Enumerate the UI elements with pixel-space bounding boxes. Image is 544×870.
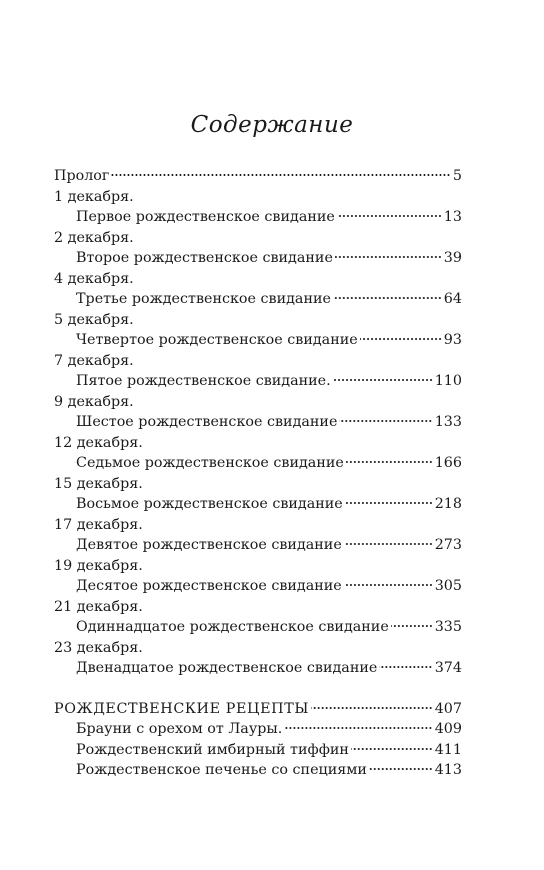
- toc-entry[interactable]: [54, 453, 462, 474]
- toc-page-number: 374: [434, 660, 462, 676]
- dot-leader: [284, 726, 432, 730]
- toc-entry[interactable]: [54, 371, 462, 392]
- toc-entry-label: Пятое рождественское свидание.: [76, 373, 331, 389]
- toc-entry-label: 9 декабря.: [54, 393, 134, 410]
- toc-entry-label: 21 декабря.: [54, 598, 143, 615]
- dot-leader: [351, 747, 433, 751]
- toc-section-recipes[interactable]: [54, 699, 462, 720]
- toc-entry-label: Девятое рождественское свидание: [76, 537, 342, 553]
- dot-leader: [333, 378, 433, 382]
- toc-entry-label: 2 декабря.: [54, 229, 134, 246]
- toc-page-number: 166: [434, 455, 462, 471]
- dot-leader: [344, 542, 433, 546]
- dot-leader: [333, 296, 442, 300]
- toc-entry-label: 19 декабря.: [54, 557, 143, 574]
- dot-leader: [346, 460, 433, 464]
- table-of-contents: [54, 166, 462, 781]
- toc-entry[interactable]: [54, 535, 462, 556]
- toc-date-heading: [54, 515, 462, 536]
- toc-entry-label: Шестое рождественское свидание: [76, 414, 338, 430]
- dot-leader: [369, 767, 433, 771]
- toc-entry[interactable]: [54, 760, 462, 781]
- dot-leader: [344, 583, 433, 587]
- toc-entry[interactable]: [54, 412, 462, 433]
- toc-entry-label: 15 декабря.: [54, 475, 143, 492]
- toc-date-heading: [54, 474, 462, 495]
- toc-entry-label: Седьмое рождественское свидание: [76, 455, 344, 471]
- toc-page-number: 273: [434, 537, 462, 553]
- dot-leader: [339, 419, 432, 423]
- toc-entry[interactable]: [54, 719, 462, 740]
- toc-date-heading: [54, 351, 462, 372]
- dot-leader: [379, 665, 432, 669]
- toc-entry[interactable]: [54, 740, 462, 761]
- toc-page-number: 335: [434, 619, 462, 635]
- dot-leader: [391, 624, 433, 628]
- toc-entry[interactable]: [54, 330, 462, 351]
- dot-leader: [360, 337, 442, 341]
- toc-page-number: 133: [434, 414, 462, 430]
- toc-entry-label: 17 декабря.: [54, 516, 143, 533]
- toc-page-number: 64: [443, 291, 462, 307]
- toc-entry-label: 7 декабря.: [54, 352, 134, 369]
- toc-entry-label: 12 декабря.: [54, 434, 143, 451]
- toc-entry[interactable]: [54, 494, 462, 515]
- toc-entry-label: Двенадцатое рождественское свидание: [76, 660, 378, 676]
- toc-page-number: 305: [434, 578, 462, 594]
- toc-entry-label: Третье рождественское свидание: [76, 291, 331, 307]
- toc-date-heading: [54, 392, 462, 413]
- toc-entry-label: Четвертое рождественское свидание: [76, 332, 358, 348]
- dot-leader: [311, 706, 433, 710]
- toc-date-heading: [54, 556, 462, 577]
- dot-leader: [337, 214, 442, 218]
- toc-title: Содержание: [190, 112, 354, 138]
- toc-entry-label: 23 декабря.: [54, 639, 143, 656]
- toc-entry-label: Пролог: [54, 168, 110, 184]
- toc-entry-label: Рождественский имбирный тиффин: [76, 741, 349, 758]
- toc-entries: [54, 166, 462, 679]
- toc-entry-label: Брауни с орехом от Лауры.: [76, 721, 283, 737]
- toc-date-heading: [54, 310, 462, 331]
- toc-entry[interactable]: [54, 248, 462, 269]
- toc-date-heading: [54, 187, 462, 208]
- toc-entry[interactable]: [54, 617, 462, 638]
- toc-date-heading: [54, 269, 462, 290]
- dot-leader: [111, 173, 450, 177]
- toc-date-heading: [54, 228, 462, 249]
- toc-date-heading: [54, 597, 462, 618]
- toc-page-number: 110: [434, 373, 462, 389]
- toc-page-number: 5: [452, 168, 462, 184]
- toc-entry[interactable]: [54, 166, 462, 187]
- toc-entry-label: Одиннадцатое рождественское свидание: [76, 619, 389, 635]
- toc-entry-label: Рождественское печенье со специями: [76, 762, 367, 778]
- toc-section-label: РОЖДЕСТВЕНСКИЕ РЕЦЕПТЫ: [54, 700, 310, 717]
- toc-entry-label: Десятое рождественское свидание: [76, 578, 342, 594]
- toc-entry-label: 4 декабря.: [54, 270, 134, 287]
- toc-page-number: 407: [434, 700, 462, 717]
- section-gap: [54, 679, 462, 699]
- toc-page-number: 409: [434, 721, 462, 737]
- toc-page-number: 93: [443, 332, 462, 348]
- toc-entry[interactable]: [54, 576, 462, 597]
- toc-recipe-entries: [54, 719, 462, 781]
- toc-entry[interactable]: [54, 658, 462, 679]
- dot-leader: [335, 255, 442, 259]
- dot-leader: [345, 501, 433, 505]
- toc-page-number: 411: [434, 741, 462, 758]
- toc-date-heading: [54, 638, 462, 659]
- toc-page-number: 39: [443, 250, 462, 266]
- toc-page-number: 13: [443, 209, 462, 225]
- toc-entry-label: 1 декабря.: [54, 188, 134, 205]
- toc-entry[interactable]: [54, 289, 462, 310]
- toc-entry[interactable]: [54, 207, 462, 228]
- toc-entry-label: 5 декабря.: [54, 311, 134, 328]
- toc-entry-label: Восьмое рождественское свидание: [76, 496, 343, 512]
- toc-entry-label: Первое рождественское свидание: [76, 209, 335, 225]
- toc-page-number: 413: [434, 762, 462, 778]
- toc-entry-label: Второе рождественское свидание: [76, 250, 333, 266]
- toc-date-heading: [54, 433, 462, 454]
- toc-page-number: 218: [434, 496, 462, 512]
